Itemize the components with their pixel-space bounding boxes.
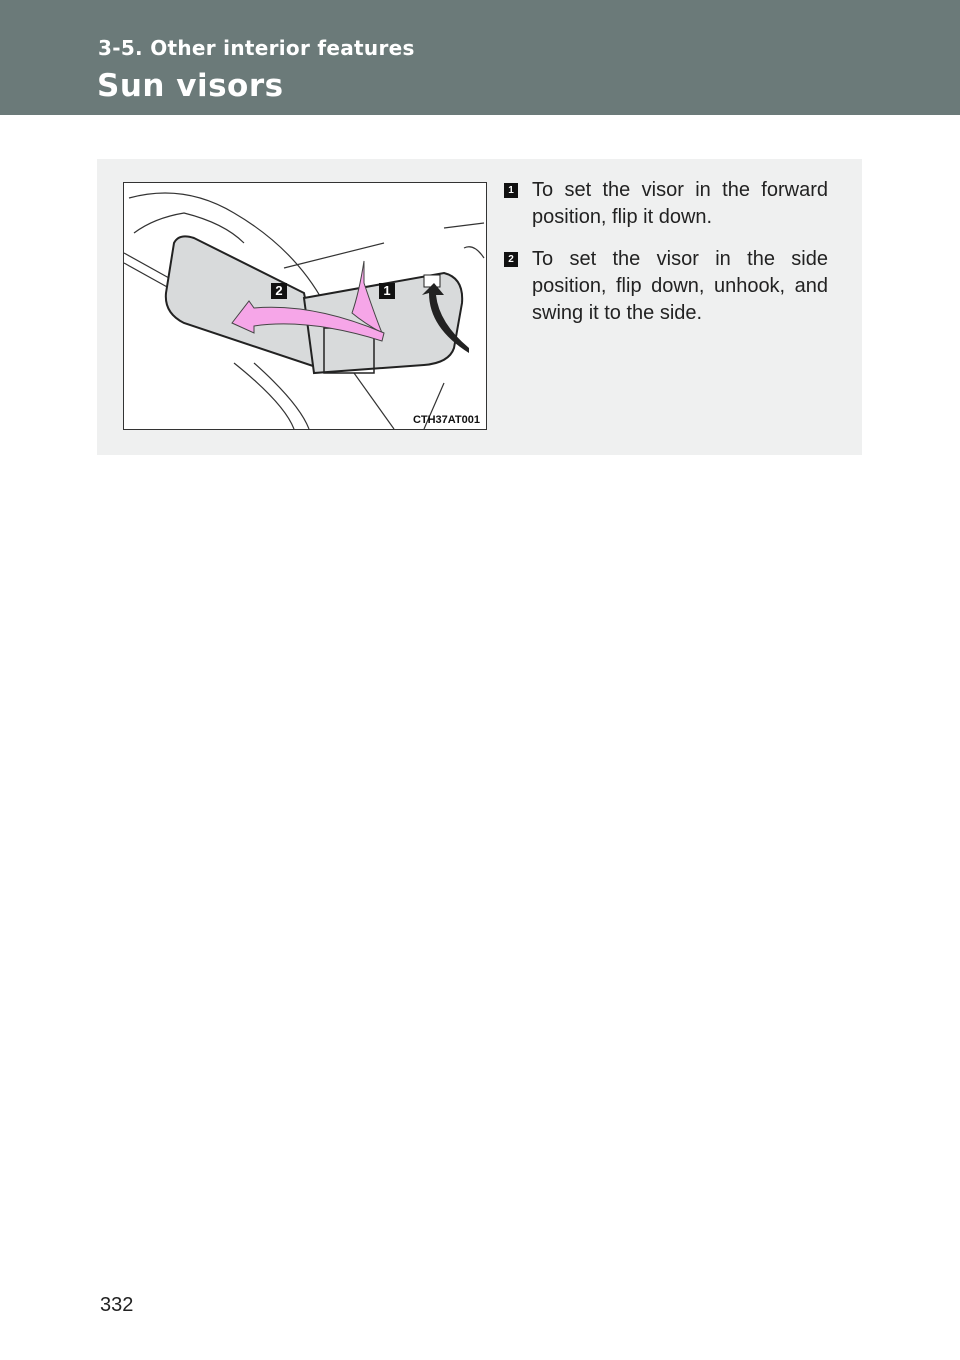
section-title: 3-5. Other interior features: [98, 36, 415, 60]
sun-visor-illustration: [123, 182, 487, 430]
page-number: 332: [100, 1294, 134, 1316]
step-1: [506, 177, 828, 231]
figure-code: CTH37AT001: [412, 414, 480, 426]
step-number-1: 1: [504, 183, 518, 198]
step-text-2: To set the visor in the side position, flip down, unhook, and swing it to the side.: [532, 248, 828, 324]
page-header: [0, 0, 960, 115]
visor-drawing: [124, 183, 486, 429]
callout-1: 1: [379, 283, 395, 299]
step-2: [506, 246, 828, 327]
page-title: Sun visors: [97, 68, 284, 104]
callout-2: 2: [271, 283, 287, 299]
step-number-2: 2: [504, 252, 518, 267]
step-text-1: To set the visor in the forward position, flip it down.: [532, 179, 828, 228]
